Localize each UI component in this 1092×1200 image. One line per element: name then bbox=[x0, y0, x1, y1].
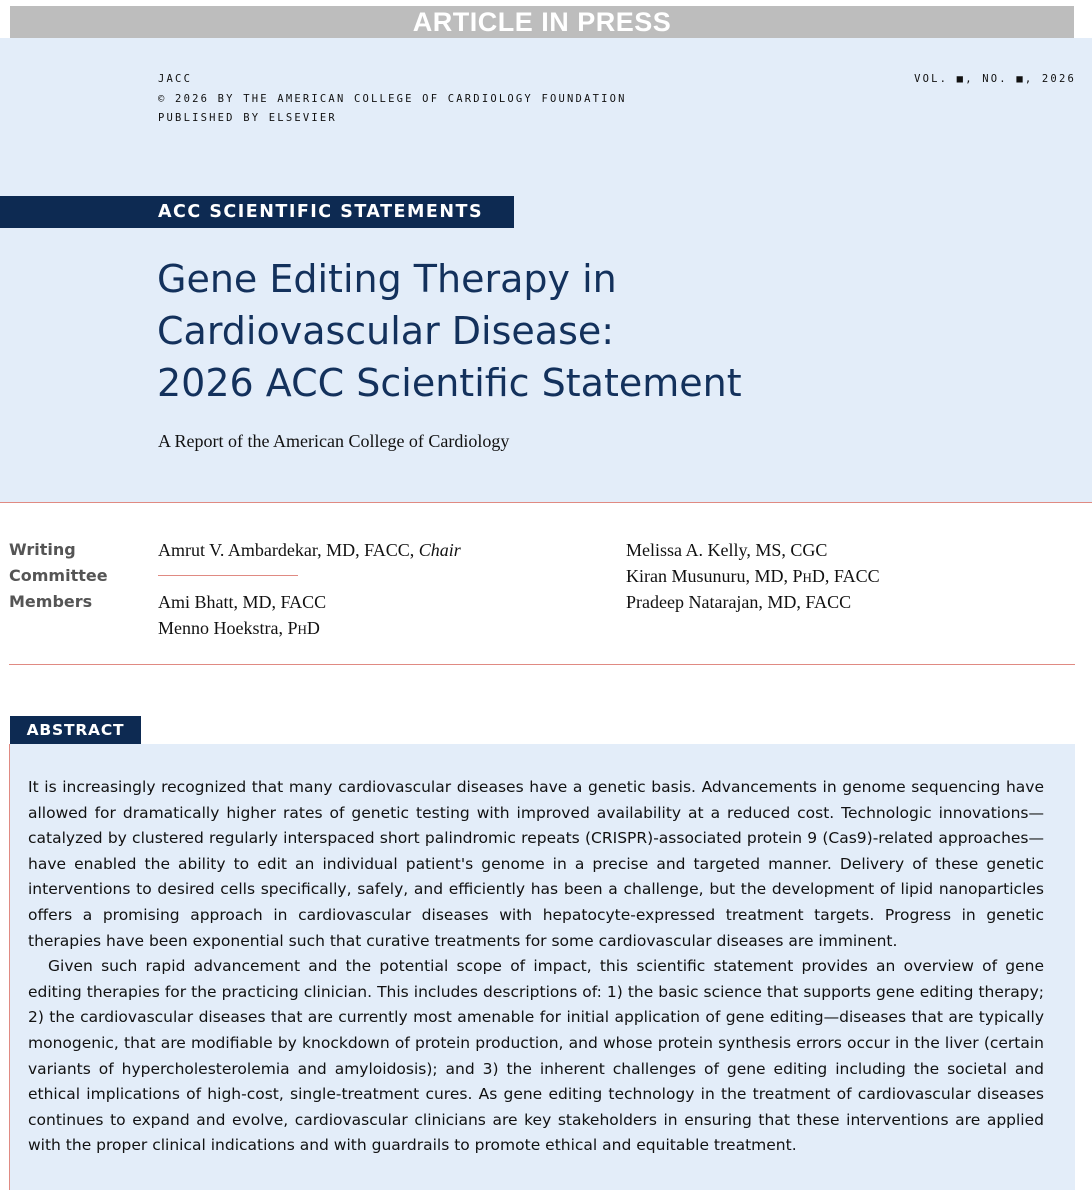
member-item: Pradeep Natarajan, MD, FACC bbox=[626, 592, 852, 612]
member-suffix: , FACC bbox=[824, 566, 880, 586]
title-line-1: Gene Editing Therapy in bbox=[157, 257, 617, 301]
article-title bbox=[157, 253, 1057, 409]
member-item: Melissa A. Kelly, MS, CGC bbox=[626, 540, 828, 560]
member-name: Kiran Musunuru, MD, bbox=[626, 566, 793, 586]
journal-name: JACC bbox=[158, 73, 193, 85]
member-item bbox=[626, 563, 880, 589]
journal-publisher: PUBLISHED BY ELSEVIER bbox=[158, 112, 337, 124]
section-label: ACC SCIENTIFIC STATEMENTS bbox=[158, 202, 484, 222]
journal-copyright: © 2026 BY THE AMERICAN COLLEGE OF CARDIOLOGY FOUNDATION bbox=[158, 92, 627, 105]
abstract-heading: ABSTRACT bbox=[10, 716, 141, 744]
member-chair-name: Amrut V. Ambardekar, MD, FACC, bbox=[158, 540, 419, 560]
committee-label bbox=[9, 537, 108, 615]
abstract-paragraph-2: Given such rapid advancement and the potential scope of impact, this scientific statement provides an overview of gene editing therapies for the practicing clinician. This includes descriptions of: 1) the basic science that supports gene editing therapy; 2) the cardiovascular diseases that are currently most amenable for initial application of gene editing—diseases that are typically monogenic, that are modifiable by knockdown of protein production, and whose protein synthesis errors occur in the liver (certain variants of hypercholesterolemia and amyloidosis); and 3) the inherent challenges of gene editing including the societal and ethical implications of high-cost, single-treatment cures. As gene editing technology in the treatment of cardiovascular diseases continues to expand and evolve, cardiovascular clinicians are key stakeholders in ensuring that these interventions are applied with the proper clinical indications and with guardrails to promote ethical and equitable treatment. bbox=[28, 957, 1044, 1155]
committee-label-line-2: Committee bbox=[9, 566, 108, 585]
members-column-1 bbox=[158, 537, 461, 641]
members-column-2 bbox=[626, 537, 880, 615]
chair-divider bbox=[158, 575, 298, 576]
member-item bbox=[158, 615, 461, 641]
member-degree: PhD bbox=[287, 618, 320, 638]
divider-bottom bbox=[9, 664, 1075, 665]
member-chair bbox=[158, 537, 461, 563]
member-degree: PhD bbox=[792, 566, 825, 586]
title-line-2: Cardiovascular Disease: bbox=[157, 309, 615, 353]
journal-meta bbox=[158, 70, 627, 129]
abstract-paragraph-1: It is increasingly recognized that many cardiovascular diseases have a genetic basis. Advancements in genome sequencing have allowed for dramatically higher rates of genetic testing with improved availability at a reduced cost. Technologic innovations—catalyzed by clustered regularly interspaced short palindromic repeats (CRISPR)-associated protein 9 (Cas9)-related approaches—have enabled the ability to edit an individual patient's genome in a precise and targeted manner. Delivery of these genetic interventions to desired cells specifically, safely, and efficiently has been a challenge, but the development of lipid nanoparticles offers a promising approach in cardiovascular diseases with hepatocyte-expressed treatment targets. Progress in genetic therapies have been exponential such that curative treatments for some cardiovascular diseases are imminent. bbox=[28, 778, 1044, 950]
committee-label-line-1: Writing bbox=[9, 540, 76, 559]
member-name: Menno Hoekstra, bbox=[158, 618, 288, 638]
volume-line: VOL. ■, NO. ■, 2026 bbox=[914, 73, 1076, 85]
committee-label-line-3: Members bbox=[9, 592, 93, 611]
title-line-3: 2026 ACC Scientific Statement bbox=[157, 361, 742, 405]
article-in-press-banner: ARTICLE IN PRESS bbox=[10, 6, 1074, 38]
divider-top bbox=[0, 502, 1092, 503]
report-subtitle: A Report of the American College of Cardiology bbox=[158, 431, 510, 451]
abstract-text bbox=[28, 775, 1044, 1159]
member-item: Ami Bhatt, MD, FACC bbox=[158, 592, 327, 612]
member-chair-role: Chair bbox=[418, 540, 461, 560]
